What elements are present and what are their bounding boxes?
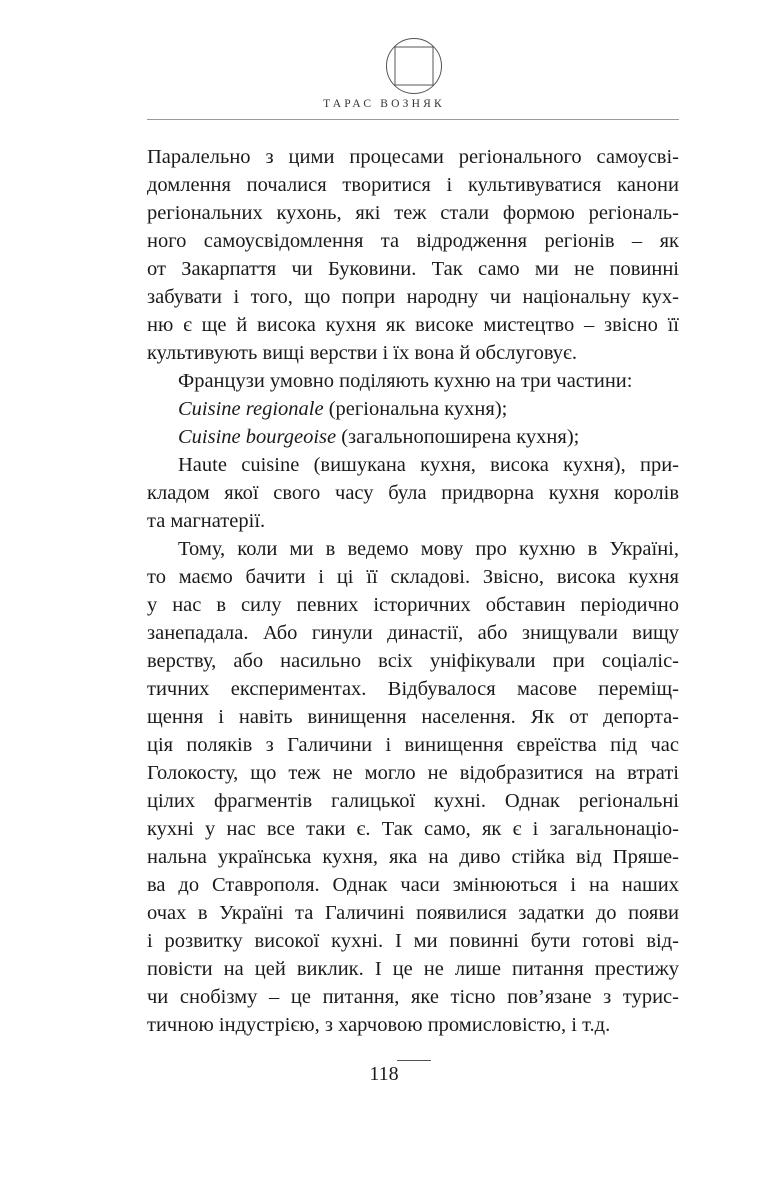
text-line: тичних експериментах. Відбувалося масове переміщ-: [147, 678, 679, 700]
text-line: ню є ще й висока кухня як високе мистецтво – звісно її: [147, 314, 679, 336]
text-line: от Закарпаття чи Буковини. Так само ми не повинні: [147, 258, 679, 280]
text-line: нальна українська кухня, яка на диво стійка від Пряше-: [147, 846, 679, 868]
text-line: занепадала. Або гинули династії, або знищували вищу: [147, 622, 679, 644]
text-line: забувати і того, що попри народну чи національну кух-: [147, 286, 679, 308]
page-number: 118: [369, 1063, 399, 1085]
text-line: ва до Ставрополя. Однак часи змінюються і на наших: [147, 874, 679, 896]
french-term: Cuisine regionale: [178, 398, 324, 420]
text-line: і розвитку високої кухні. І ми повинні бути готові від-: [147, 930, 679, 952]
text-line: чи снобізму – це питання, яке тісно пов’язане з турис-: [147, 986, 679, 1008]
text-line: культивують вищі верстви і їх вона й обслуговує.: [147, 342, 577, 364]
term-gloss: (регіональна кухня);: [323, 398, 508, 420]
text-line: кухні у нас все таки є. Так само, як є і загальнонаціо-: [147, 818, 679, 840]
text-line-list-item: [147, 423, 679, 451]
text-line: повісти на цей виклик. І це не лише питання престижу: [147, 958, 679, 980]
text-line: тичною індустрією, з харчовою промисловістю, і т.д.: [147, 1014, 611, 1036]
text-line: у нас в силу певних історичних обставин періодично: [147, 594, 679, 616]
header-divider: [147, 119, 679, 120]
text-line: та магнатерії.: [147, 510, 266, 532]
text-line: Haute cuisine (вишукана кухня, висока кухня), при-: [178, 454, 679, 476]
text-line: домлення почалися творитися і культивуватися канони: [147, 174, 679, 196]
text-line: верству, або насильно всіх уніфікували при соціаліс-: [147, 650, 679, 672]
text-line: кладом якої свого часу була придворна кухня королів: [147, 482, 679, 504]
term-gloss: (загальнопоширена кухня);: [336, 426, 580, 448]
text-line: Голокосту, що теж не могло не відобразитися на втраті: [147, 762, 679, 784]
text-line: цілих фрагментів галицької кухні. Однак регіональні: [147, 790, 679, 812]
body-text: [147, 143, 679, 1039]
text-line: Паралельно з цими процесами регіонального самоусві-: [147, 146, 679, 168]
circle-in-square-emblem: [385, 37, 443, 95]
running-head-author: ТАРАС ВОЗНЯК: [323, 98, 445, 110]
text-line: Тому, коли ми в ведемо мову про кухню в Україні,: [178, 538, 679, 560]
text-line: ція поляків з Галичини і винищення євреїства під час: [147, 734, 679, 756]
text-line: Французи умовно поділяють кухню на три частини:: [178, 370, 633, 392]
text-line-list-item: [147, 395, 679, 423]
text-line: щення і навіть винищення населення. Як от депорта-: [147, 706, 679, 728]
text-line: регіональних кухонь, які теж стали формою регіональ-: [147, 202, 679, 224]
french-term: Cuisine bourgeoise: [178, 426, 337, 448]
folio-rule: [397, 1060, 431, 1061]
text-line: то маємо бачити і ці її складові. Звісно, висока кухня: [147, 566, 679, 588]
text-line: очах в Україні та Галичині появилися задатки до появи: [147, 902, 679, 924]
text-line: ного самоусвідомлення та відродження регіонів – як: [147, 230, 679, 252]
